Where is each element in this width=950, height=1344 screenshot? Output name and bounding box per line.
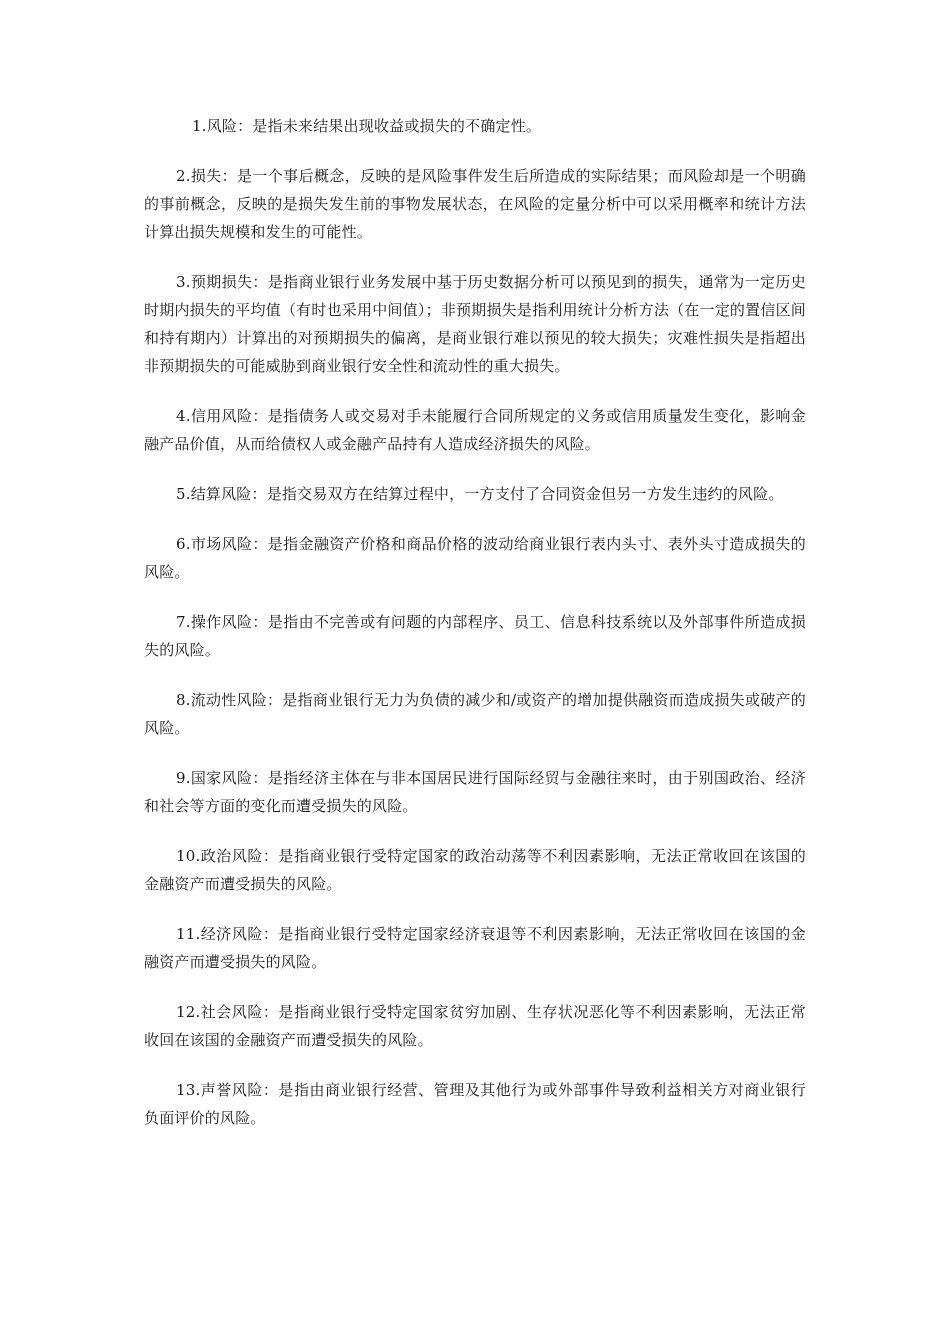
paragraph-political-risk: 10.政治风险：是指商业银行受特定国家的政治动荡等不利因素影响，无法正常收回在该国的金融资产而遭受损失的风险。 (144, 847, 806, 893)
paragraph-reputation-risk: 13.声誉风险：是指由商业银行经营、管理及其他行为或外部事件导致利益相关方对商业银行负面评价的风险。 (144, 1081, 806, 1127)
paragraph-economic-risk: 11.经济风险：是指商业银行受特定国家经济衰退等不利因素影响，无法正常收回在该国的金融资产而遭受损失的风险。 (144, 925, 806, 971)
document-body (144, 112, 806, 1154)
paragraph-credit-risk: 4.信用风险：是指债务人或交易对手未能履行合同所规定的义务或信用质量发生变化，影响金融产品价值，从而给债权人或金融产品持有人造成经济损失的风险。 (144, 407, 806, 453)
paragraph-operational-risk: 7.操作风险：是指由不完善或有问题的内部程序、员工、信息科技系统以及外部事件所造成损失的风险。 (144, 613, 806, 659)
paragraph-country-risk: 9.国家风险：是指经济主体在与非本国居民进行国际经贸与金融往来时，由于别国政治、经济和社会等方面的变化而遭受损失的风险。 (144, 769, 806, 815)
paragraph-market-risk: 6.市场风险：是指金融资产价格和商品价格的波动给商业银行表内头寸、表外头寸造成损失的风险。 (144, 535, 806, 581)
paragraph-loss-definition: 2.损失：是一个事后概念，反映的是风险事件发生后所造成的实际结果；而风险却是一个明确的事前概念，反映的是损失发生前的事物发展状态，在风险的定量分析中可以采用概率和统计方法计算出损失规模和发生的可能性。 (144, 167, 806, 241)
paragraph-risk-definition: 1.风险：是指未来结果出现收益或损失的不确定性。 (192, 117, 542, 135)
paragraph-social-risk: 12.社会风险：是指商业银行受特定国家贫穷加剧、生存状况恶化等不利因素影响，无法正常收回在该国的金融资产而遭受损失的风险。 (144, 1003, 806, 1049)
paragraph-settlement-risk: 5.结算风险：是指交易双方在结算过程中，一方支付了合同资金但另一方发生违约的风险。 (176, 485, 784, 503)
paragraph-liquidity-risk: 8.流动性风险：是指商业银行无力为负债的减少和/或资产的增加提供融资而造成损失或破产的风险。 (144, 691, 806, 737)
paragraph-expected-loss: 3.预期损失：是指商业银行业务发展中基于历史数据分析可以预见到的损失，通常为一定历史时期内损失的平均值（有时也采用中间值）；非预期损失是指利用统计分析方法（在一定的置信区间和持有期内）计算出的对预期损失的偏离，是商业银行难以预见的较大损失；灾难性损失是指超出非预期损失的可能威胁到商业银行安全性和流动性的重大损失。 (144, 273, 806, 375)
